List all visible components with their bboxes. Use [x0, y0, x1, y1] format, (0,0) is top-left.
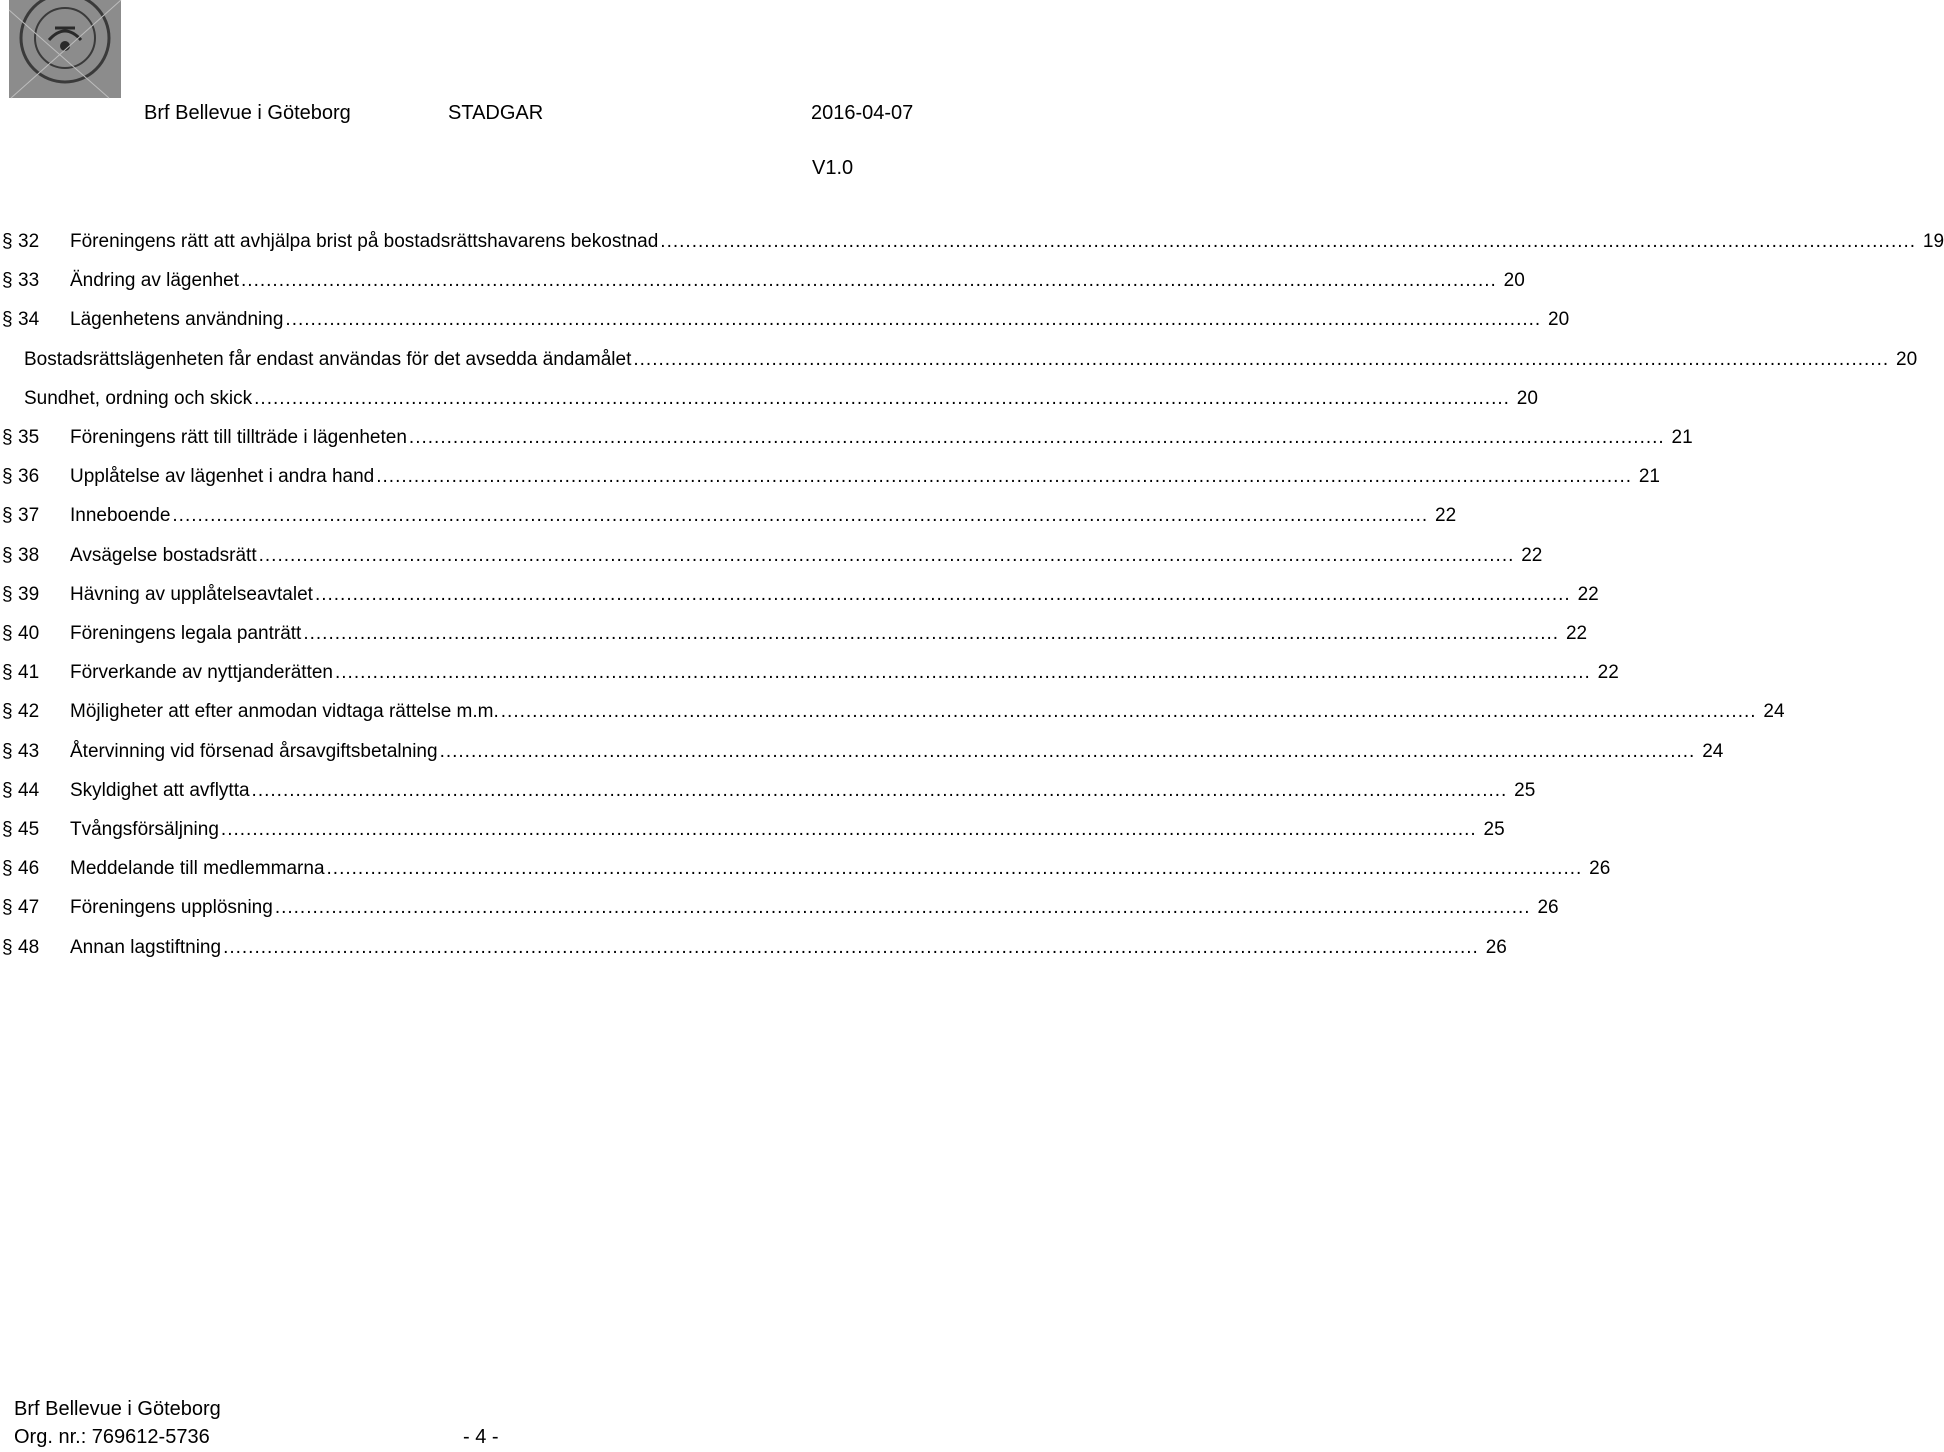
toc-page-number: 20	[1503, 270, 1525, 292]
footer-org-nr: Org. nr.: 769612-5736	[14, 1426, 210, 1448]
toc-row[interactable]	[0, 300, 1570, 339]
section-symbol: §	[2, 427, 13, 448]
toc-section-number: 40	[18, 623, 40, 644]
toc-entry[interactable]	[70, 536, 1543, 575]
toc-row[interactable]	[0, 536, 1543, 575]
toc-leader-dots: ........................................................................................................................................................................................................	[251, 779, 1508, 801]
toc-section-number: 48	[18, 936, 40, 958]
toc-page-number: 21	[1638, 466, 1660, 488]
section-symbol: §	[2, 662, 13, 684]
toc-title: Skyldighet att avflytta	[70, 771, 252, 810]
toc-section-number: 42	[18, 701, 40, 723]
toc-row[interactable]	[0, 928, 1507, 967]
toc-row[interactable]	[0, 222, 1944, 261]
toc-title: Annan lagstiftning	[70, 928, 223, 967]
toc-leader-dots: ........................................................................................................................................................................................................	[335, 662, 1591, 684]
toc-row[interactable]	[0, 692, 1785, 731]
toc-entry[interactable]	[70, 732, 1724, 771]
toc-title: Upplåtelse av lägenhet i andra hand	[70, 457, 376, 496]
toc-leader-dots: ........................................................................................................................................................................................................	[500, 701, 1757, 723]
header-org: Brf Bellevue i Göteborg	[144, 102, 351, 124]
toc-leader-dots: ........................................................................................................................................................................................................	[258, 544, 1515, 566]
toc-title: Tvångsförsäljning	[70, 810, 221, 849]
toc-title: Bostadsrättslägenheten får endast användas för det avsedda ändamålet	[24, 340, 633, 379]
toc-page-number: 26	[1589, 858, 1611, 880]
toc-title: Föreningens rätt att avhjälpa brist på bostadsrättshavarens bekostnad	[70, 222, 660, 261]
toc-entry[interactable]	[70, 928, 1507, 967]
header-version: V1.0	[812, 157, 854, 179]
toc-title: Återvinning vid försenad årsavgiftsbetalning	[70, 732, 440, 771]
toc-entry[interactable]	[24, 379, 1538, 418]
toc-row[interactable]	[0, 653, 1619, 692]
association-seal-logo	[9, 0, 121, 98]
toc-row[interactable]	[0, 379, 1538, 418]
toc-leader-dots: ........................................................................................................................................................................................................	[326, 858, 1583, 880]
toc-row[interactable]	[0, 888, 1559, 927]
toc-row[interactable]	[0, 771, 1536, 810]
toc-entry[interactable]	[70, 888, 1559, 927]
toc-entry[interactable]	[70, 496, 1457, 535]
toc-title: Förverkande av nyttjanderätten	[70, 653, 335, 692]
toc-row[interactable]	[0, 614, 1588, 653]
toc-leader-dots: ........................................................................................................................................................................................................	[303, 623, 1560, 644]
toc-entry[interactable]	[70, 771, 1536, 810]
section-symbol: §	[2, 270, 13, 292]
section-symbol: §	[2, 779, 13, 801]
toc-leader-dots: ........................................................................................................................................................................................................	[223, 936, 1479, 958]
section-symbol: §	[2, 819, 13, 840]
toc-section-number: 36	[18, 466, 40, 488]
section-symbol: §	[2, 740, 13, 762]
toc-entry[interactable]	[70, 575, 1599, 614]
toc-title: Hävning av upplåtelseavtalet	[70, 575, 315, 614]
toc-page-number: 21	[1671, 427, 1693, 448]
toc-leader-dots: ........................................................................................................................................................................................................	[241, 270, 1497, 292]
toc-leader-dots: ........................................................................................................................................................................................................	[633, 348, 1890, 370]
toc-entry[interactable]	[70, 261, 1525, 300]
toc-row[interactable]	[0, 575, 1599, 614]
toc-page-number: 26	[1485, 936, 1507, 958]
header-date: 2016-04-07	[811, 102, 914, 124]
toc-page-number: 26	[1537, 897, 1559, 919]
section-symbol: §	[2, 583, 13, 605]
toc-page-number: 24	[1763, 701, 1785, 723]
section-symbol: §	[2, 466, 13, 488]
section-symbol: §	[2, 309, 13, 331]
toc-leader-dots: ........................................................................................................................................................................................................	[285, 309, 1542, 331]
toc-row[interactable]	[0, 810, 1505, 849]
toc-title: Möjligheter att efter anmodan vidtaga rättelse m.m.	[70, 692, 501, 731]
toc-page-number: 25	[1514, 779, 1536, 801]
toc-page-number: 20	[1548, 309, 1570, 331]
toc-page-number: 24	[1702, 740, 1724, 762]
toc-section-number: 43	[18, 740, 40, 762]
toc-row[interactable]	[0, 261, 1525, 300]
toc-row[interactable]	[0, 457, 1660, 496]
toc-leader-dots: ........................................................................................................................................................................................................	[660, 231, 1917, 252]
section-symbol: §	[2, 231, 13, 252]
toc-title: Meddelande till medlemmarna	[70, 849, 327, 888]
toc-entry[interactable]	[70, 222, 1944, 261]
toc-entry[interactable]	[70, 614, 1588, 653]
toc-row[interactable]	[0, 849, 1611, 888]
toc-title: Föreningens rätt till tillträde i lägenheten	[70, 418, 409, 457]
section-symbol: §	[2, 936, 13, 958]
toc-section-number: 47	[18, 897, 40, 919]
toc-entry[interactable]	[70, 692, 1785, 731]
toc-page-number: 20	[1896, 348, 1918, 370]
toc-section-number: 32	[18, 231, 40, 252]
section-symbol: §	[2, 505, 13, 527]
toc-section-number: 46	[18, 858, 40, 880]
toc-entry[interactable]	[24, 340, 1918, 379]
section-symbol: §	[2, 858, 13, 880]
toc-row[interactable]	[0, 340, 1918, 379]
toc-row[interactable]	[0, 418, 1693, 457]
toc-entry[interactable]	[70, 653, 1619, 692]
toc-title: Sundhet, ordning och skick	[24, 379, 254, 418]
toc-leader-dots: ........................................................................................................................................................................................................	[408, 427, 1665, 448]
toc-title: Ändring av lägenhet	[70, 261, 241, 300]
toc-page-number: 22	[1565, 623, 1588, 644]
toc-leader-dots: ........................................................................................................................................................................................................	[376, 466, 1632, 488]
toc-page-number: 25	[1483, 819, 1505, 840]
toc-title: Avsägelse bostadsrätt	[70, 536, 259, 575]
toc-title: Inneboende	[70, 496, 172, 535]
toc-entry[interactable]	[70, 418, 1693, 457]
toc-section-number: 41	[18, 662, 40, 684]
toc-page-number: 19	[1922, 231, 1944, 252]
toc-leader-dots: ........................................................................................................................................................................................................	[220, 819, 1477, 840]
toc-section-number: 33	[18, 270, 40, 292]
toc-section-number: 38	[18, 544, 40, 566]
toc-row[interactable]	[0, 732, 1724, 771]
toc-entry[interactable]	[70, 457, 1660, 496]
toc-leader-dots: ........................................................................................................................................................................................................	[314, 583, 1571, 605]
toc-entry[interactable]	[70, 849, 1611, 888]
toc-page-number: 22	[1577, 583, 1599, 605]
toc-leader-dots: ........................................................................................................................................................................................................	[274, 897, 1531, 919]
toc-row[interactable]	[0, 496, 1457, 535]
toc-section-number: 39	[18, 583, 40, 605]
toc-section-number: 37	[18, 505, 40, 527]
toc-page-number: 22	[1521, 544, 1543, 566]
toc-section-number: 45	[18, 819, 40, 840]
toc-title: Föreningens legala panträtt	[70, 614, 303, 653]
toc-page-number: 20	[1516, 387, 1538, 409]
toc-entry[interactable]	[70, 810, 1505, 849]
toc-leader-dots: ........................................................................................................................................................................................................	[439, 740, 1696, 762]
toc-entry[interactable]	[70, 300, 1570, 339]
header-doc-title: STADGAR	[448, 102, 544, 124]
toc-section-number: 35	[18, 427, 40, 448]
toc-leader-dots: ........................................................................................................................................................................................................	[172, 505, 1429, 527]
footer-org: Brf Bellevue i Göteborg	[14, 1398, 221, 1420]
toc-page-number: 22	[1597, 662, 1619, 684]
section-symbol: §	[2, 897, 13, 919]
toc-title: Lägenhetens användning	[70, 300, 285, 339]
section-symbol: §	[2, 623, 13, 644]
toc-leader-dots: ........................................................................................................................................................................................................	[254, 387, 1510, 409]
section-symbol: §	[2, 701, 13, 723]
toc-section-number: 44	[18, 779, 40, 801]
toc-title: Föreningens upplösning	[70, 888, 275, 927]
section-symbol: §	[2, 544, 13, 566]
toc-page-number: 22	[1435, 505, 1457, 527]
toc-section-number: 34	[18, 309, 40, 331]
footer-page-number: - 4 -	[463, 1426, 499, 1448]
